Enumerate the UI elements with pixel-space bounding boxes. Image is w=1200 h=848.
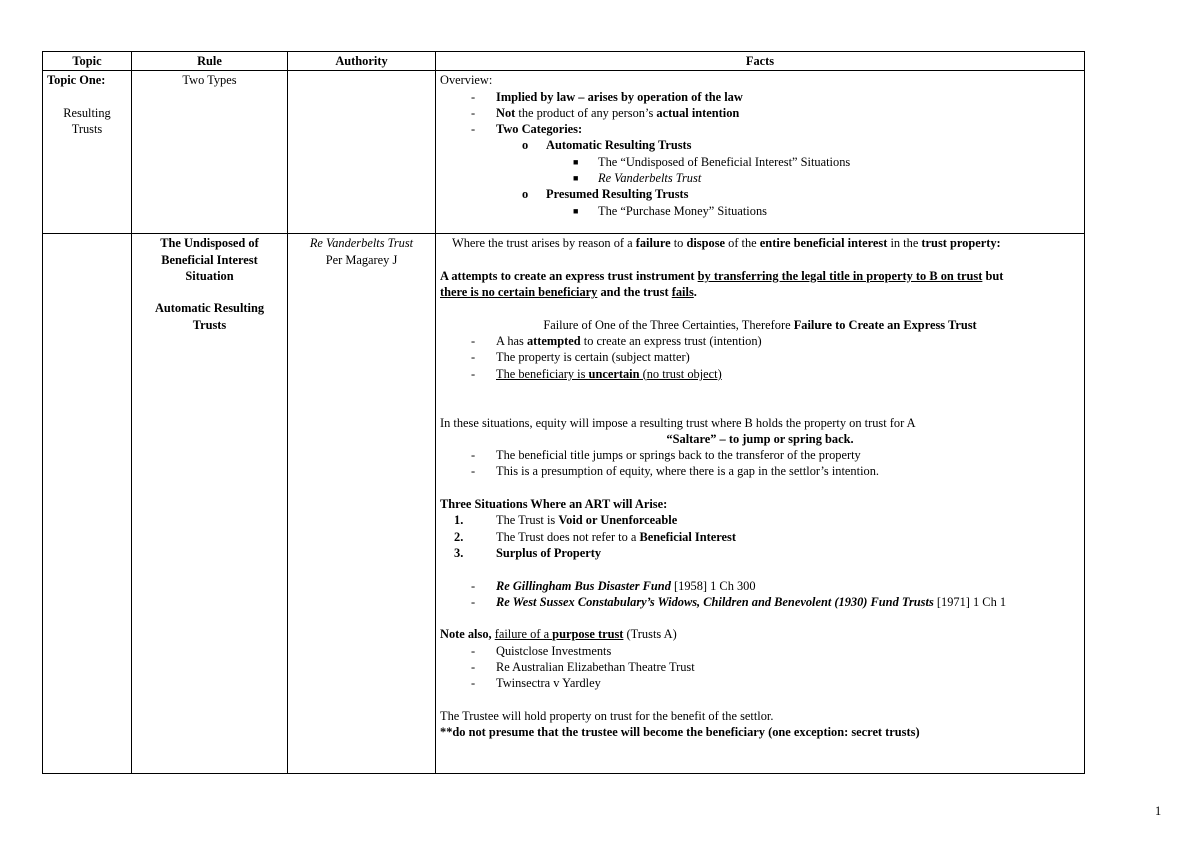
facts-line [440,741,1080,757]
header-rule: Rule [132,52,288,71]
facts-line [440,692,1080,708]
list-marker: - [471,594,476,609]
header-facts: Facts [436,52,1085,71]
authority-cell [288,71,436,234]
facts-line [440,447,1080,463]
facts-line [440,431,1080,447]
text-run: . [693,285,697,300]
topic-title: Topic One: [47,73,106,88]
text-run: The beneficial title jumps or springs back to the transferor of the property [496,448,861,463]
list-marker: - [471,578,476,593]
rule-line: Two Types [182,73,237,88]
text-run: “Saltare” – to jump or spring back. [666,431,854,446]
facts-line [440,659,1080,675]
text-run: The property is certain (subject matter) [496,350,690,365]
text-run: actual intention [656,105,740,120]
facts-line [440,415,1080,431]
text-run: failure of a [494,627,553,642]
text-run: The Trust is [496,513,559,528]
facts-line [440,578,1080,594]
facts-line [440,154,1080,170]
text-run: failure [635,236,671,251]
rule-cell [132,71,288,234]
list-marker: - [471,334,476,349]
text-run: Not [496,105,516,120]
text-run: entire beneficial interest [759,236,888,251]
list-marker: - [471,643,476,658]
text-run: Re Australian Elizabethan Theatre Trust [496,660,695,675]
text-run: Failure of One of the Three Certainties, Therefore [543,317,794,332]
text-run: The “Purchase Money” Situations [598,203,767,218]
table-row [43,71,1085,234]
facts-line [440,382,1080,398]
authority-judge: Per Magarey J [325,252,398,267]
rule-line: The Undisposed of [160,236,259,251]
facts-line [440,594,1080,610]
text-run: [1971] 1 Ch 1 [933,594,1007,609]
text-run: Failure to Create an Express Trust [793,317,977,332]
text-run: Overview: [440,73,493,88]
text-run: Where the trust arises by reason of a [452,236,636,251]
text-run: of the [725,236,760,251]
text-run: Presumed Resulting Trusts [546,187,689,202]
facts-line [440,170,1080,186]
text-run: dispose [686,236,726,251]
rule-line: Beneficial Interest [161,252,258,267]
text-run: in the [887,236,922,251]
rule-cell [132,234,288,774]
list-marker: - [471,660,476,675]
text-run: The “Undisposed of Beneficial Interest” Situations [598,154,851,169]
facts-line [440,284,1080,300]
rule-line: Automatic Resulting [154,301,265,316]
square-bullet-icon: ■ [573,156,579,167]
authority-case: Re Vanderbelts Trust [309,236,414,251]
text-run: (no trust object) [639,366,722,381]
facts-line [440,545,1080,561]
list-marker: 3. [454,545,464,560]
text-run: Three Situations Where an ART will Arise: [440,497,668,512]
text-run: A has [496,334,527,349]
facts-line [440,235,1080,251]
text-run: there is no certain beneficiary [440,285,598,300]
facts-line [440,398,1080,414]
authority-cell [288,234,436,774]
list-marker: 2. [454,529,464,544]
text-run: Re Gillingham Bus Disaster Fund [496,578,671,593]
list-marker: - [471,122,476,137]
list-marker: - [471,89,476,104]
facts-line [440,121,1080,137]
facts-line [440,317,1080,333]
facts-line [440,610,1080,626]
text-run: [1958] 1 Ch 300 [670,578,756,593]
facts-line [440,724,1080,740]
facts-line [440,268,1080,284]
text-run: by transferring the legal title in property to B on trust [697,268,983,283]
facts-line [440,203,1080,219]
text-run: A attempts to create an express trust instrument [440,268,698,283]
rule-line: Situation [185,268,234,283]
text-run: the product of any person’s [515,105,657,120]
topic-cell [43,71,132,234]
facts-line [440,349,1080,365]
text-run: attempted [526,334,581,349]
circle-bullet-icon: o [522,138,529,153]
text-run: Quistclose Investments [496,643,612,658]
facts-line [440,480,1080,496]
facts-line [440,137,1080,153]
facts-line [440,529,1080,545]
list-marker: - [471,676,476,691]
facts-line [440,72,1080,88]
text-run: fails [671,285,694,300]
text-run: to [670,236,687,251]
list-marker: - [471,366,476,381]
table-row [43,234,1085,774]
facts-line [440,89,1080,105]
header-authority: Authority [288,52,436,71]
text-run: and the trust [597,285,672,300]
facts-line [440,496,1080,512]
facts-cell [436,234,1085,774]
square-bullet-icon: ■ [573,205,579,216]
list-marker: - [471,464,476,479]
text-run: but [982,268,1004,283]
text-run: Note also, [440,627,495,642]
text-run: Re Vanderbelts Trust [598,171,702,186]
facts-line [440,626,1080,642]
text-run: to create an express trust (intention) [580,334,762,349]
header-row [43,52,1085,71]
text-run: **do not presume that the trustee will become the beneficiary (one exception: secret trusts) [440,725,920,740]
facts-line [440,186,1080,202]
list-marker: - [471,448,476,463]
text-run: Surplus of Property [496,545,602,560]
facts-line [440,300,1080,316]
facts-line [440,463,1080,479]
list-marker: - [471,350,476,365]
text-run: Void or Unenforceable [558,513,678,528]
text-run: uncertain [588,366,640,381]
facts-line [440,561,1080,577]
list-marker: - [471,105,476,120]
header-topic: Topic [43,52,132,71]
notes-table [42,51,1085,774]
text-run: The beneficiary is [496,366,589,381]
text-run: The Trustee will hold property on trust for the benefit of the settlor. [440,708,774,723]
facts-line [440,708,1080,724]
facts-line [440,643,1080,659]
rule-line [136,284,283,300]
facts-line [440,512,1080,528]
text-run: Implied by law – arises by operation of the law [496,89,743,104]
circle-bullet-icon: o [522,187,529,202]
text-run: Re West Sussex Constabulary’s Widows, Children and Benevolent (1930) Fund Trusts [496,594,934,609]
list-marker: 1. [454,513,464,528]
text-run: purpose trust [552,627,624,642]
facts-line [440,252,1080,268]
text-run: The Trust does not refer to a [496,529,640,544]
facts-cell [436,71,1085,234]
page-number: 1 [1155,804,1162,818]
facts-line [440,675,1080,691]
facts-line [440,333,1080,349]
square-bullet-icon: ■ [573,173,579,184]
facts-line [440,105,1080,121]
text-run: Two Categories: [496,122,583,137]
text-run: trust property: [921,236,1001,251]
topic-subtitle: Resulting Trusts [63,105,111,136]
topic-cell [43,234,132,774]
facts-line [440,366,1080,382]
rule-line: Trusts [192,317,227,332]
text-run: Twinsectra v Yardley [496,676,601,691]
text-run: (Trusts A) [623,627,677,642]
text-run: Beneficial Interest [639,529,736,544]
text-run: This is a presumption of equity, where there is a gap in the settlor’s intention. [496,464,879,479]
text-run: In these situations, equity will impose a resulting trust where B holds the property on trust for A [440,415,916,430]
text-run: Automatic Resulting Trusts [546,138,692,153]
